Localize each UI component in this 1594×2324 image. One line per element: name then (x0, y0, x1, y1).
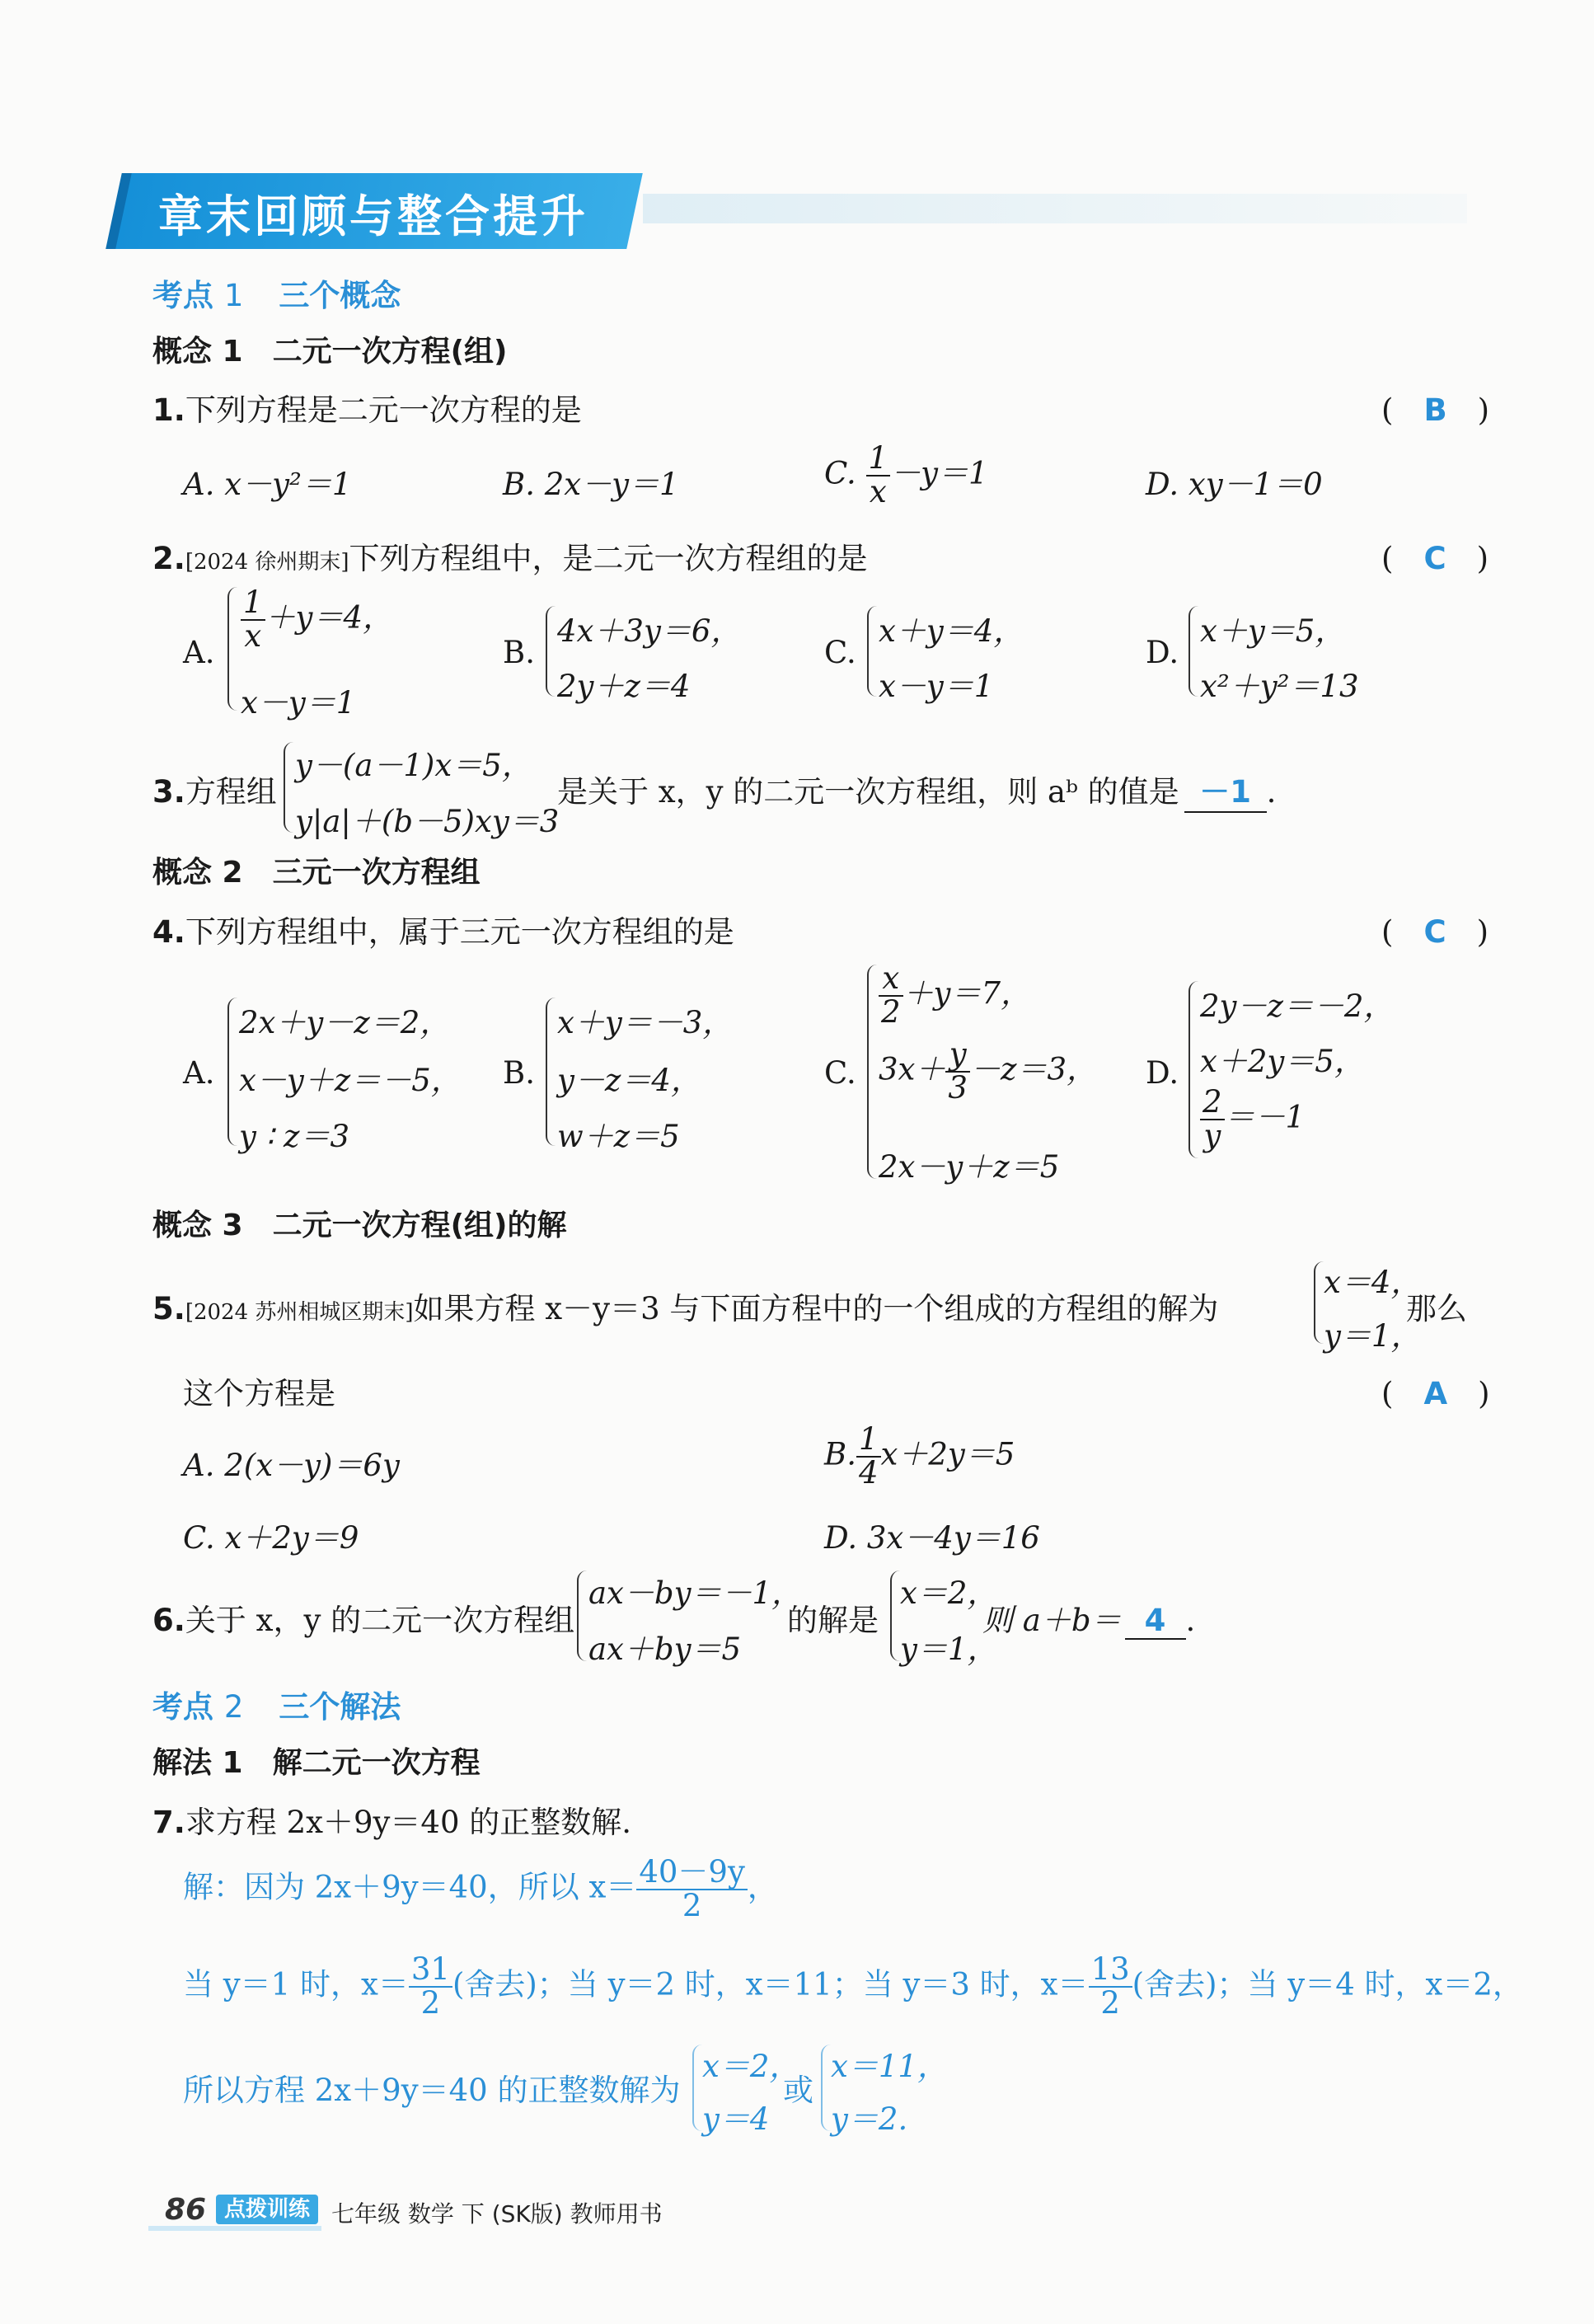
q1-number: 1. (152, 392, 185, 428)
q2-b-brace (546, 606, 557, 697)
q6-pre-text: 关于 x，y 的二元一次方程组 (185, 1603, 575, 1638)
q4-c-eq1 (879, 960, 1031, 1030)
q3-pre-text: 方程组 (185, 774, 277, 810)
q6-end: . (1185, 1603, 1196, 1638)
q5-b-den: 4 (858, 1454, 879, 1491)
q7-sol3-pre: 所以方程 2x＋9y＝40 的正整数解为 (183, 2073, 681, 2108)
q7-result1-y: y＝4 (702, 2101, 770, 2137)
q2-d-eq2: x²＋y²＝13 (1200, 669, 1359, 704)
q4-d-eq1: 2y－z＝－2， (1200, 988, 1395, 1024)
q1-c-rest: －y＝1 (890, 455, 988, 491)
concept1-heading: 概念 1 二元一次方程(组) (152, 335, 508, 369)
q2-d-label: D. (1146, 635, 1179, 670)
q7-sol1-post: ， (747, 1869, 778, 1905)
q5-answer-bracket: ( A ) (1381, 1376, 1490, 1411)
q7-number: 7. (152, 1805, 185, 1840)
section1-title: 三个概念 (279, 278, 401, 313)
q1-c-fraction (866, 440, 891, 509)
q4-c-eq1-rest: ＋y＝7， (902, 975, 1031, 1012)
q7-stem (152, 1797, 631, 1842)
q7-sol2-num1: 31 (409, 1954, 452, 1988)
q2-c-label: C. (824, 635, 856, 670)
q1-option-b: B. 2x－y＝1 (503, 467, 679, 502)
q5-option-a: A. 2(x－y)＝6y (183, 1448, 400, 1483)
q4-a-brace (227, 998, 239, 1146)
section2-num: 2 (223, 1689, 244, 1725)
q7-sol2-den1: 2 (420, 1984, 441, 2021)
q2-c-eq2: x－y＝1 (879, 669, 994, 704)
q4-text: 下列方程组中，属于三元一次方程组的是 (185, 914, 734, 950)
footer-book-title: 七年级 数学 下 (SK版) 教师用书 (331, 2200, 663, 2228)
concept2-heading: 概念 2 三元一次方程组 (152, 856, 481, 890)
q5-number: 5. (152, 1291, 185, 1326)
q1-c-num: 1 (866, 443, 891, 477)
q4-b-brace (546, 998, 557, 1146)
q5-tail: 那么 (1406, 1291, 1467, 1326)
q7-result2-y: y＝2. (831, 2101, 908, 2137)
page-number: 86 (165, 2193, 207, 2227)
concept3-heading: 概念 3 二元一次方程(组)的解 (152, 1209, 567, 1242)
q4-c-label: C. (824, 1055, 856, 1091)
q4-d-frac-num: 2 (1200, 1087, 1225, 1120)
q4-c-frac2-num: y (945, 1039, 970, 1073)
q4-c-eq2-rest: －z＝3， (969, 1051, 1098, 1087)
q7-text: 求方程 2x＋9y＝40 的正整数解. (185, 1805, 632, 1840)
q5-text: 如果方程 x－y＝3 与下面方程中的一个组成的方程组的解为 (413, 1291, 1219, 1326)
q7-sol1-frac (636, 1854, 748, 1923)
q7-or: 或 (783, 2073, 813, 2108)
q1-option-d: D. xy－1＝0 (1146, 467, 1323, 502)
q2-source-tag: [2024 徐州期末] (185, 550, 349, 575)
q2-a-fraction (241, 587, 265, 653)
q5-b-num: 1 (856, 1424, 881, 1458)
q6-sol-y: y＝1， (900, 1631, 998, 1667)
q4-d-frac (1200, 1084, 1225, 1153)
q1-c-den: x (869, 473, 887, 509)
q1-text: 下列方程是二元一次方程的是 (185, 392, 582, 428)
q7-result1-x: x＝2， (702, 2049, 800, 2084)
q4-d-eq2: x＋2y＝5， (1200, 1044, 1365, 1079)
q7-sol2-b: (舍去)；当 y＝2 时，x＝11；当 y＝3 时，x＝ (452, 1966, 1089, 2002)
q3-answer-blank (1184, 767, 1267, 813)
q7-solution-line1 (183, 1854, 778, 1923)
q7-sol2-den2: 2 (1100, 1984, 1120, 2021)
q6-answer: 4 (1144, 1603, 1166, 1638)
q1-answer-bracket: ( B ) (1381, 392, 1490, 428)
q4-c-frac1 (879, 960, 903, 1030)
q2-a-eq1-rest: ＋y＝4， (265, 599, 393, 636)
q6-answer-blank (1125, 1603, 1186, 1640)
q3-pre (152, 767, 277, 811)
q4-c-eq2-pre: 3x＋ (879, 1051, 946, 1087)
q2-number: 2. (152, 541, 185, 576)
q4-a-eq3: y ∶ z＝3 (239, 1119, 350, 1154)
q4-a-label: A. (183, 1055, 215, 1091)
q7-sol2-a: 当 y＝1 时，x＝ (183, 1966, 409, 2002)
q3-post (557, 767, 1276, 813)
q5-source-tag: [2024 苏州相城区期末] (185, 1300, 414, 1325)
q2-c-brace (867, 606, 879, 697)
q6-pre (152, 1595, 574, 1640)
q5-b-frac (856, 1421, 881, 1491)
footer-logo: 点拨训练 (216, 2195, 318, 2224)
q3-eq2: y|a|＋(b－5)xy＝3 (295, 804, 560, 839)
chapter-title: 章末回顾与整合提升 (158, 190, 588, 242)
q2-a-den: x (244, 617, 262, 654)
q5-b-label: B. (824, 1436, 856, 1472)
q5-sol-x: x＝4， (1324, 1265, 1422, 1300)
q4-d-brace (1188, 981, 1200, 1158)
q7-solution-line2 (183, 1951, 1523, 2021)
section2-title: 三个解法 (279, 1689, 401, 1725)
q4-c-brace (867, 965, 879, 1179)
section1-label: 考点 (152, 278, 213, 313)
banner-ghost-stripe (643, 194, 1467, 223)
section2-label: 考点 (152, 1689, 213, 1725)
q4-b-eq2: y－z＝4， (557, 1063, 701, 1098)
q2-answer-bracket: ( C ) (1381, 541, 1489, 576)
q7-sol2-num2: 13 (1089, 1954, 1132, 1988)
q2-a-eq1 (241, 587, 393, 653)
q4-c-frac1-den: 2 (881, 993, 901, 1030)
q4-d-eq3 (1200, 1084, 1306, 1153)
q4-d-label: D. (1146, 1055, 1179, 1091)
q5-answer: A (1423, 1376, 1448, 1411)
q2-a-num: 1 (241, 587, 265, 621)
q5-sol-y: y＝1， (1324, 1318, 1422, 1354)
q4-number: 4. (152, 914, 185, 950)
q7-result2-x: x＝11， (831, 2049, 948, 2084)
q3-end: . (1266, 774, 1277, 810)
q3-number: 3. (152, 774, 185, 810)
q5-option-d: D. 3x－4y＝16 (824, 1520, 1040, 1556)
q2-text: 下列方程组中，是二元一次方程组的是 (349, 541, 868, 576)
q4-a-eq2: x－y＋z＝－5， (239, 1063, 462, 1098)
q4-answer: C (1423, 914, 1446, 950)
q5-b-rest: x＋2y＝5 (880, 1436, 1015, 1472)
section1-num: 1 (223, 278, 244, 313)
q4-c-eq2 (879, 1036, 1098, 1106)
q6-post-text: 则 a＋b＝ (982, 1603, 1122, 1638)
q4-b-label: B. (503, 1055, 535, 1091)
q6-number: 6. (152, 1603, 185, 1638)
q7-sol2-frac1 (409, 1951, 452, 2021)
q4-a-eq1: 2x＋y－z＝2， (239, 1005, 451, 1040)
q1-option-c (824, 440, 988, 509)
q7-sol1-den: 2 (682, 1887, 702, 1923)
q1-c-label: C. (824, 455, 856, 491)
q2-b-eq1: 4x＋3y＝6， (557, 613, 742, 649)
q7-sol2-frac2 (1089, 1951, 1132, 2021)
q5-stem (152, 1284, 1218, 1328)
q6-eq1: ax－by＝－1， (588, 1575, 803, 1611)
q4-b-eq1: x＋y＝－3， (557, 1005, 734, 1040)
q6-sol-x: x＝2， (900, 1575, 998, 1611)
q4-c-frac2 (945, 1036, 970, 1106)
q4-c-frac1-num: x (879, 963, 903, 997)
q2-b-label: B. (503, 635, 535, 670)
section2-heading (152, 1682, 401, 1726)
q7-sol1-pre: 解：因为 2x＋9y＝40，所以 x＝ (183, 1869, 637, 1905)
q4-b-eq3: w＋z＝5 (557, 1119, 680, 1154)
q4-c-eq3: 2x－y＋z＝5 (879, 1149, 1060, 1185)
q2-d-brace (1188, 606, 1200, 697)
q2-a-eq2: x－y＝1 (241, 685, 356, 721)
q4-d-frac-den: y (1203, 1117, 1221, 1153)
q6-post (982, 1595, 1195, 1640)
q5-option-c: C. x＋2y＝9 (183, 1520, 359, 1556)
q3-answer: －1 (1199, 774, 1252, 810)
q2-answer: C (1423, 541, 1446, 576)
q4-c-frac2-den: 3 (948, 1069, 968, 1106)
q3-post-text: 是关于 x，y 的二元一次方程组，则 aᵇ 的值是 (557, 774, 1179, 810)
q1-stem (152, 385, 582, 430)
q7-sol1-num: 40－9y (636, 1857, 748, 1890)
q6-brace (577, 1570, 588, 1661)
q2-d-eq1: x＋y＝5， (1200, 613, 1346, 649)
q6-eq2: ax＋by＝5 (588, 1631, 742, 1667)
q5-option-b (824, 1421, 1015, 1491)
q5-line2: 这个方程是 (183, 1376, 335, 1411)
q2-a-brace (227, 587, 239, 711)
q4-d-eq3-rest: ＝－1 (1224, 1099, 1306, 1135)
q2-a-label: A. (183, 635, 215, 670)
method1-heading: 解法 1 解二元一次方程 (152, 1746, 481, 1780)
section1-heading (152, 270, 401, 315)
q4-answer-bracket: ( C ) (1381, 914, 1489, 950)
q4-stem (152, 907, 734, 951)
q7-sol2-c: (舍去)；当 y＝4 时，x＝2， (1132, 1966, 1523, 2002)
q6-mid: 的解是 (787, 1603, 879, 1638)
q2-c-eq1: x＋y＝4， (879, 613, 1024, 649)
q3-eq1: y－(a－1)x＝5， (295, 748, 532, 783)
q3-brace (284, 742, 295, 833)
q2-b-eq2: 2y＋z＝4 (557, 669, 691, 704)
q1-option-a: A. x－y²＝1 (183, 467, 352, 502)
q1-answer: B (1423, 392, 1447, 428)
q2-stem (152, 533, 868, 578)
